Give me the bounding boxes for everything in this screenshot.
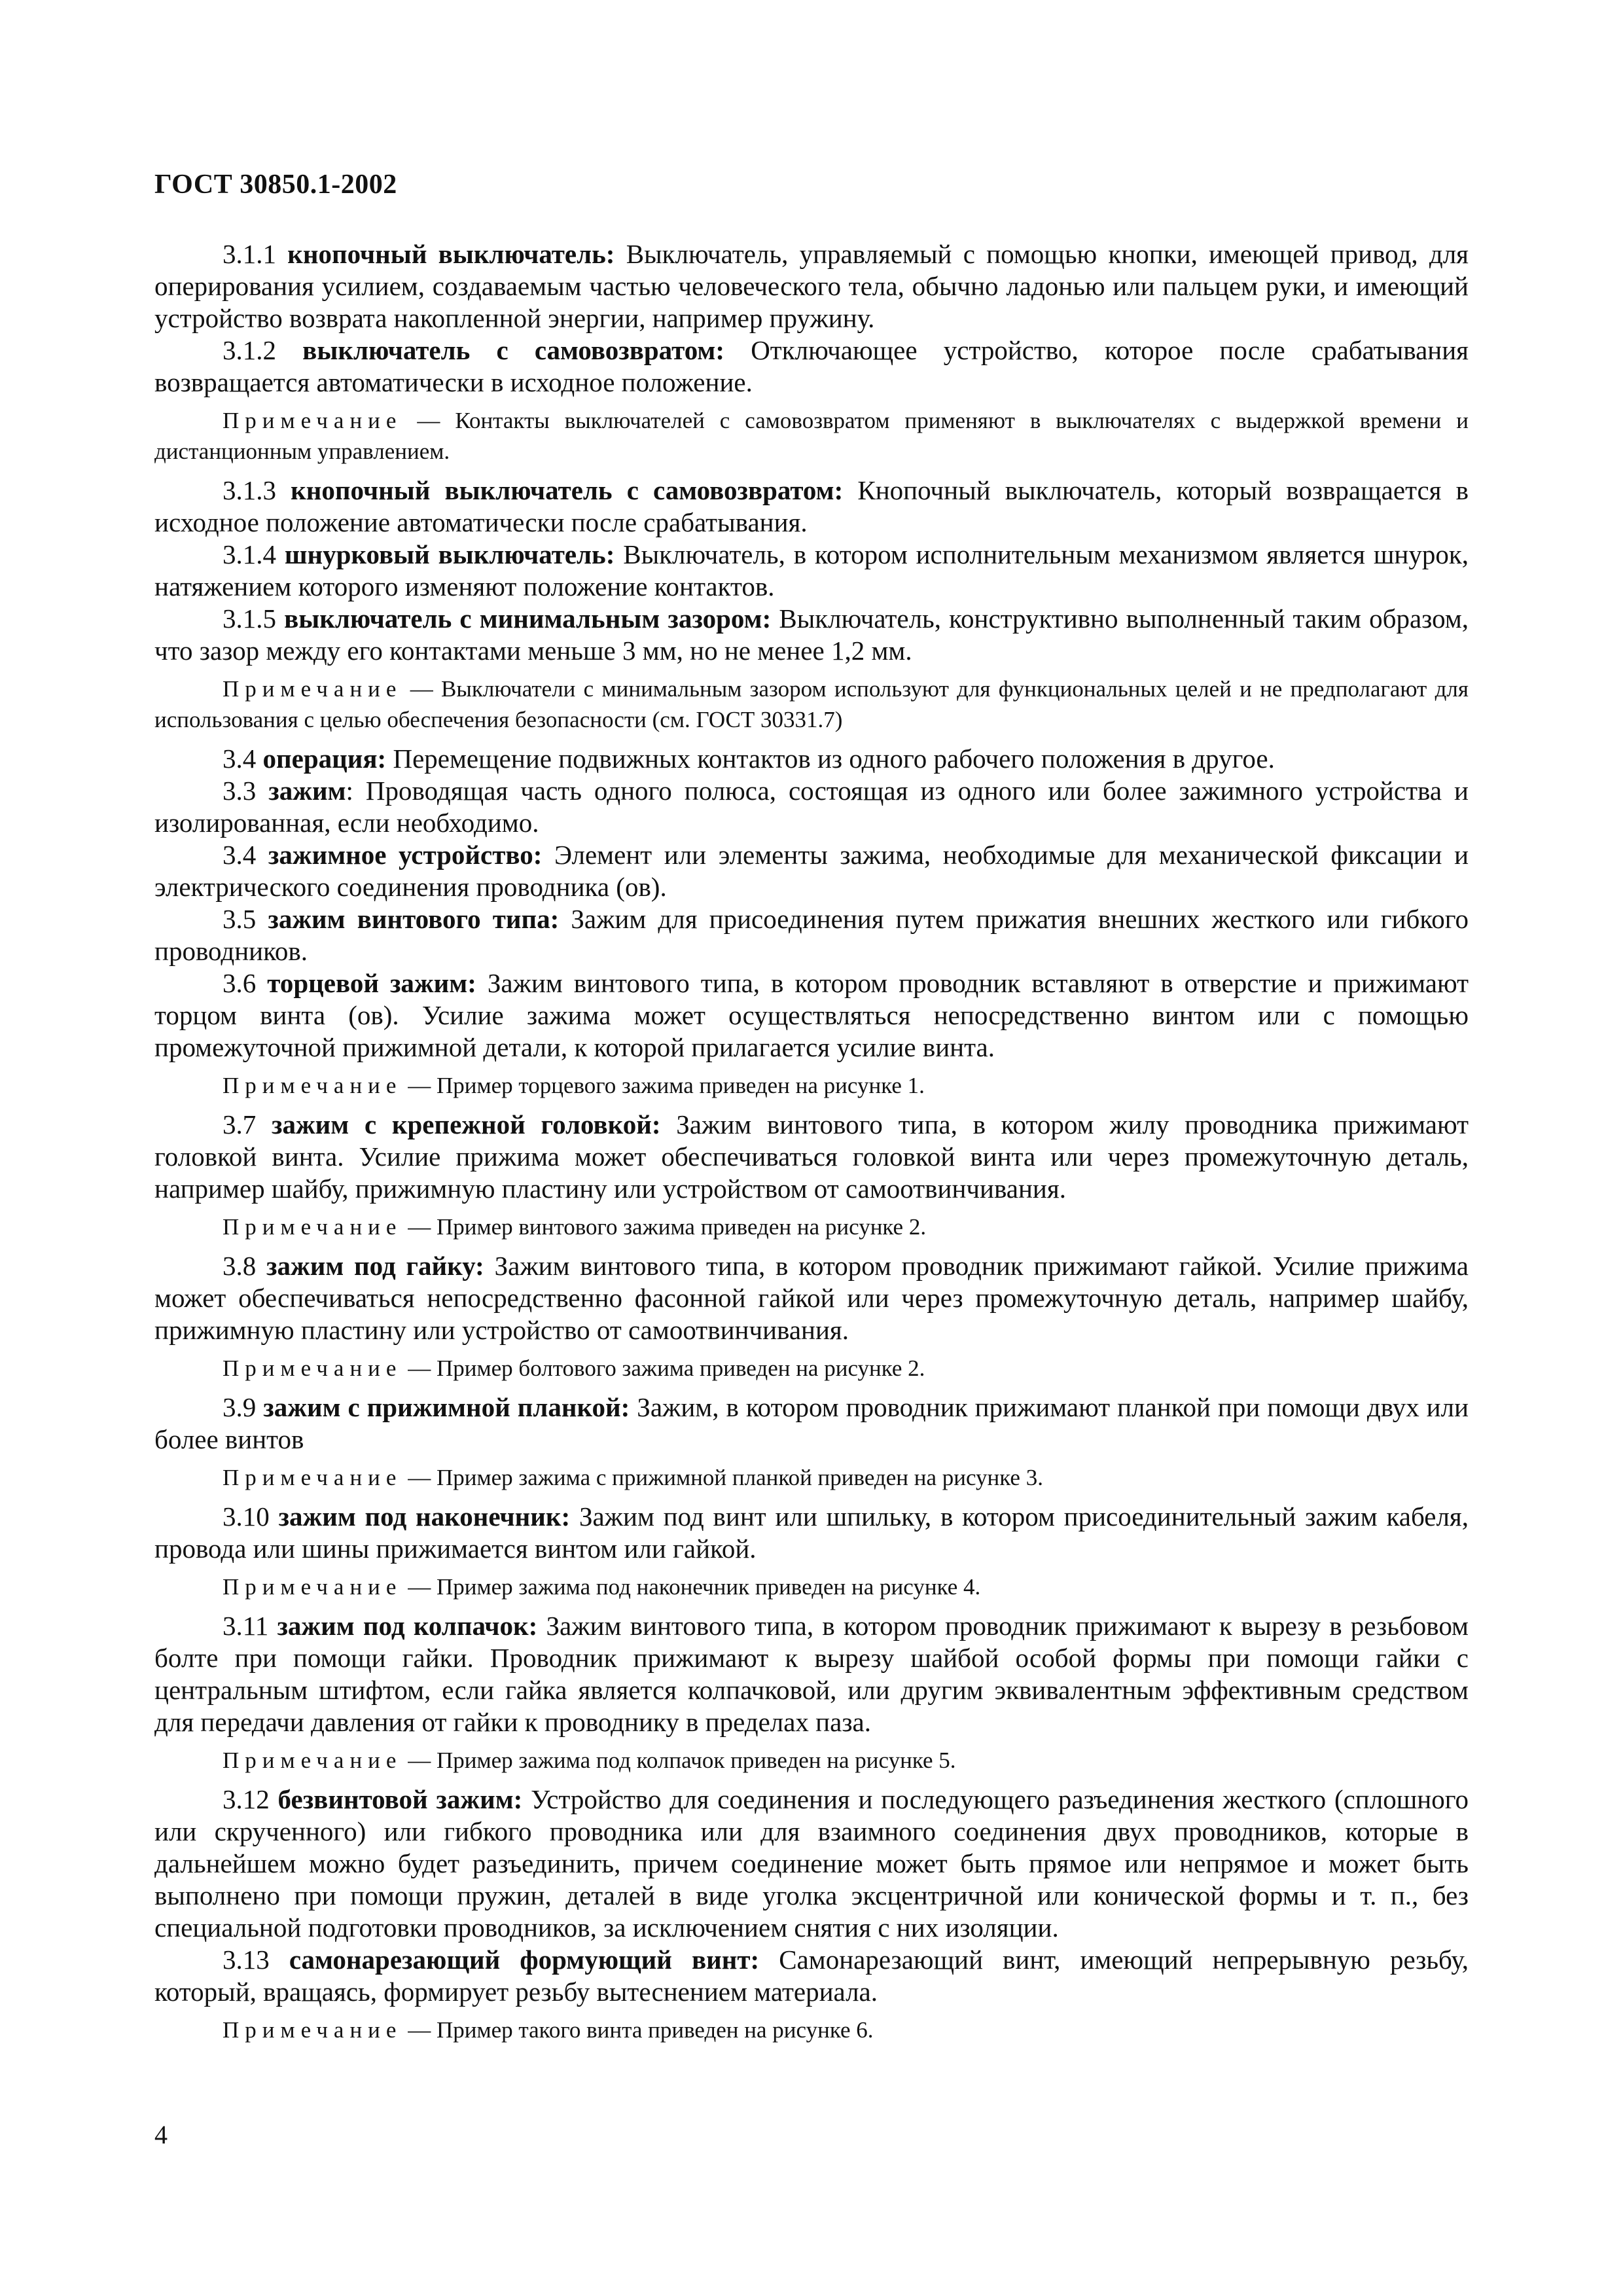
note-paragraph <box>154 1462 1469 1493</box>
definition-text: Устройство для соединения и последующего разъединения жесткого (сплошного или скрученного) или гибкого проводника или для взаимного соединения двух проводников, которые в дальнейшем можно будет разъединить, причем соединение может быть прямое или непрямое и может быть выполнено при помощи пружин, деталей в виде уголка эксцентричной или конической формы и т. п., без специальной подготовки проводников, за исключением снятия с них изоляции. <box>154 1784 1469 1943</box>
definition-paragraph <box>154 1610 1469 1738</box>
note-paragraph <box>154 2015 1469 2045</box>
document-header: ГОСТ 30850.1-2002 <box>154 170 397 200</box>
note-text: Пример винтового зажима приведен на рисунке 2. <box>436 1214 927 1240</box>
term: торцевой зажим: <box>267 968 476 998</box>
definition-text: Зажим винтового типа, в котором проводник прижимают к вырезу в резьбовом болте при помощи гайки. Проводник прижимают к вырезу шайбой особой формы при помощи гайки с центральным штифтом, если гайка является колпачковой, или другим эквивалентным эффективным средством для передачи давления от гайки к проводнику в пределах паза. <box>154 1611 1469 1737</box>
definition-paragraph <box>154 775 1469 839</box>
definition-text: Кнопочный выключатель, который возвращается в исходное положение автоматически после срабатывания. <box>154 475 1469 537</box>
note-paragraph <box>154 1353 1469 1384</box>
page-number: 4 <box>154 2120 168 2149</box>
note-label: Примечание <box>223 1355 402 1381</box>
note-paragraph <box>154 1745 1469 1776</box>
note-paragraph <box>154 405 1469 467</box>
note-dash: — <box>402 1748 437 1773</box>
term: зажимное устройство: <box>268 840 543 870</box>
definition-text: Зажим, в котором проводник прижимают планкой при помощи двух или более винтов <box>154 1392 1469 1454</box>
definition-text: Зажим под винт или шпильку, в котором присоединительный зажим кабеля, провода или шины прижимается винтом или гайкой. <box>154 1501 1469 1564</box>
definition-paragraph <box>154 1109 1469 1205</box>
note-paragraph <box>154 1211 1469 1242</box>
clause-number: 3.1.2 <box>223 335 276 365</box>
note-text: Пример зажима под наконечник приведен на рисунке 4. <box>436 1574 981 1600</box>
note-label: Примечание <box>223 676 402 702</box>
term: кнопочный выключатель с самовозвратом: <box>291 475 844 505</box>
clause-number: 3.4 <box>223 744 257 774</box>
term: зажим с прижимной планкой: <box>263 1392 630 1422</box>
definition-paragraph <box>154 603 1469 667</box>
term: выключатель с самовозвратом: <box>302 335 725 365</box>
clause-number: 3.6 <box>223 968 257 998</box>
definition-text: Отключающее устройство, которое после срабатывания возвращается автоматически в исходное положение. <box>154 335 1469 397</box>
definition-text: Выключатель, конструктивно выполненный таким образом, что зазор между его контактами меньше 3 мм, но не менее 1,2 мм. <box>154 603 1469 666</box>
clause-number: 3.4 <box>223 840 257 870</box>
clause-number: 3.1.5 <box>223 603 276 634</box>
note-dash: — <box>402 1465 437 1490</box>
note-dash: — <box>402 408 455 433</box>
definition-paragraph <box>154 1250 1469 1346</box>
term: выключатель с минимальным зазором: <box>284 603 772 634</box>
note-text: Пример болтового зажима приведен на рисунке 2. <box>436 1355 925 1381</box>
note-text: Пример зажима под колпачок приведен на рисунке 5. <box>436 1748 956 1773</box>
clause-number: 3.1.3 <box>223 475 276 505</box>
term: зажим с крепежной головкой: <box>271 1109 661 1139</box>
note-label: Примечание <box>223 1073 402 1098</box>
note-dash: — <box>402 1214 437 1240</box>
definition-paragraph <box>154 334 1469 399</box>
clause-number: 3.3 <box>223 776 257 806</box>
clause-number: 3.13 <box>223 1945 270 1975</box>
note-paragraph <box>154 1070 1469 1101</box>
note-text: Пример зажима с прижимной планкой приведен на рисунке 3. <box>436 1465 1043 1490</box>
note-label: Примечание <box>223 1574 402 1600</box>
definition-text: Выключатель, в котором исполнительным механизмом является шнурок, натяжением которого изменяют положение контактов. <box>154 539 1469 601</box>
definition-paragraph <box>154 539 1469 603</box>
clause-number: 3.1.1 <box>223 239 276 269</box>
definition-paragraph <box>154 1501 1469 1565</box>
definition-paragraph <box>154 238 1469 334</box>
clause-number: 3.8 <box>223 1251 257 1281</box>
term: шнурковый выключатель: <box>284 539 615 569</box>
definition-text: Зажим винтового типа, в котором жилу проводника прижимают головкой винта. Усилие прижима может обеспечиваться головкой винта или через промежуточную деталь, например шайбу, прижимную пластину или устройством от самоотвинчивания. <box>154 1109 1469 1204</box>
term: зажим под наконечник: <box>278 1501 571 1532</box>
definition-paragraph <box>154 967 1469 1064</box>
definitions-content <box>154 238 1469 2053</box>
term: безвинтовой зажим: <box>277 1784 523 1814</box>
term: зажим винтового типа: <box>268 904 560 934</box>
definition-text: Зажим винтового типа, в котором проводник вставляют в отверстие и прижимают торцом винта (ов). Усилие зажима может осуществляться непосредственно винтом или с помощью промежуточной прижимной детали, к которой прилагается усилие винта. <box>154 968 1469 1062</box>
note-dash: — <box>402 1073 437 1098</box>
definition-paragraph <box>154 475 1469 539</box>
term: кнопочный выключатель: <box>287 239 615 269</box>
clause-number: 3.5 <box>223 904 257 934</box>
definition-text: Элемент или элементы зажима, необходимые для механической фиксации и электрического соединения проводника (ов). <box>154 840 1469 902</box>
note-label: Примечание <box>223 408 402 433</box>
note-text: Пример такого винта приведен на рисунке 6. <box>436 2017 874 2043</box>
note-paragraph <box>154 1571 1469 1602</box>
term: операция: <box>262 744 387 774</box>
definition-text: Самонарезающий винт, имеющий непрерывную резьбу, который, вращаясь, формирует резьбу вытеснением материала. <box>154 1945 1469 2007</box>
definition-paragraph <box>154 1944 1469 2008</box>
term: зажим под колпачок: <box>277 1611 538 1641</box>
definition-paragraph <box>154 1784 1469 1944</box>
term: самонарезающий формующий винт: <box>289 1945 760 1975</box>
note-label: Примечание <box>223 1465 402 1490</box>
clause-number: 3.11 <box>223 1611 269 1641</box>
definition-text: : Проводящая часть одного полюса, состоящая из одного или более зажимного устройства и изолированная, если необходимо. <box>154 776 1469 838</box>
definition-paragraph <box>154 1391 1469 1456</box>
clause-number: 3.12 <box>223 1784 270 1814</box>
definition-paragraph <box>154 743 1469 775</box>
clause-number: 3.7 <box>223 1109 257 1139</box>
note-paragraph <box>154 673 1469 735</box>
clause-number: 3.10 <box>223 1501 270 1532</box>
note-text: Контакты выключателей с самовозвратом применяют в выключателях с выдержкой времени и дистанционным управлением. <box>154 408 1469 464</box>
note-label: Примечание <box>223 2017 402 2043</box>
definition-text: Перемещение подвижных контактов из одного рабочего положения в другое. <box>393 744 1275 774</box>
term: зажим под гайку: <box>266 1251 484 1281</box>
definition-paragraph <box>154 839 1469 903</box>
definition-paragraph <box>154 903 1469 967</box>
note-text: Пример торцевого зажима приведен на рисунке 1. <box>436 1073 925 1098</box>
term: зажим <box>268 776 346 806</box>
definition-text: Зажим для присоединения путем прижатия внешних жесткого или гибкого проводников. <box>154 904 1469 966</box>
note-dash: — <box>402 1355 437 1381</box>
note-label: Примечание <box>223 1748 402 1773</box>
clause-number: 3.9 <box>223 1392 257 1422</box>
note-label: Примечание <box>223 1214 402 1240</box>
note-dash: — <box>402 1574 437 1600</box>
note-text: Выключатели с минимальным зазором используют для функциональных целей и не предполагают для использования с целью обеспечения безопасности (см. ГОСТ 30331.7) <box>154 676 1469 732</box>
clause-number: 3.1.4 <box>223 539 276 569</box>
note-dash: — <box>402 2017 437 2043</box>
definition-text: Выключатель, управляемый с помощью кнопки, имеющей привод, для оперирования усилием, создаваемым частью человеческого тела, обычно ладонью или пальцем руки, и имеющий устройство возврата накопленной энергии, например пружину. <box>154 239 1469 333</box>
definition-text: Зажим винтового типа, в котором проводник прижимают гайкой. Усилие прижима может обеспечиваться непосредственно фасонной гайкой или через промежуточную деталь, например шайбу, прижимную пластину или устройство от самоотвинчивания. <box>154 1251 1469 1345</box>
note-dash: — <box>402 676 441 702</box>
